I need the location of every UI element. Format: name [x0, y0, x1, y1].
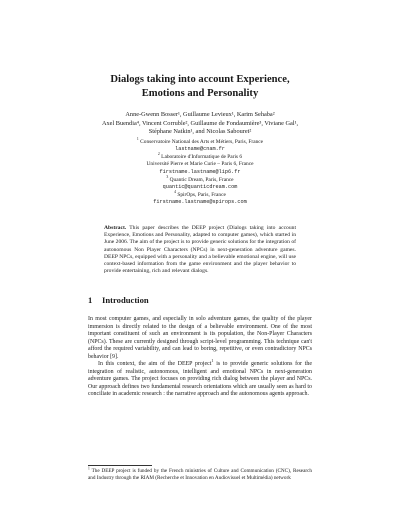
title-line-2: Emotions and Personality [141, 87, 259, 99]
affiliation-marker: 4 [174, 190, 176, 195]
paper-title [60, 73, 340, 100]
affiliation-email: firstname.lastname@lip6.fr [159, 168, 241, 175]
footnote-ref: 1 [211, 358, 214, 364]
paragraph-2-rest: is to provide generic solutions for the integration of realistic, autonomous, intelligent and emotional NPCs in next-generation adventure games. The project focuses on providing rich dialog between the player and NPCs. Our approach defines two fundamental research orientations which are usually seen as hard to conciliate in academic research : the narrative approach and the autonomous agents approach. [88, 361, 312, 397]
affiliations [60, 139, 340, 208]
affiliation-line: Quantic Dream, Paris, France [169, 176, 234, 183]
affiliation-2 [60, 154, 340, 175]
title-line-1: Dialogs taking into account Experience, [110, 74, 290, 85]
paragraph-1: In most computer games, and especially in solo adventure games, the quality of the player immersion is directly related to the design of a believable environment. One of the most important constituent of such an environment is its population, the Non-Player Characters (NPCs). These are currently designed through script-level programming. This technique can't afford the required variability, and can lead to boring, repetitive, or even contradictory NPCs behavior [9]. [88, 316, 312, 360]
affiliation-line: SpirOps, Paris, France [177, 192, 226, 199]
affiliation-4 [60, 192, 340, 206]
affiliation-email: quantic@quanticdream.com [162, 183, 238, 190]
abstract-text: This paper describes the DEEP project (Dialogs taking into account Experience, Emotions and Personality, adapted to computer games), which started in June 2006. The aim of the project is to provide generic solutions for the integration of autonomous Non Player Characters (NPCs) in next-generation adventure games. DEEP NPCs, equipped with a personality and a believable emotional engine, will use context-based information from the game environment and the player behavior to provide entertaining, rich and relevant dialogs. [104, 225, 296, 275]
section-number: 1 [88, 295, 93, 305]
paragraph-2 [88, 358, 312, 399]
authors-line-3: Stéphane Natkin¹, and Nicolas Sabouret² [148, 128, 252, 136]
affiliation-3 [60, 177, 340, 191]
affiliation-line: Université Pierre et Marie Curie – Paris 6, France [146, 161, 254, 168]
body-text [88, 316, 312, 399]
affiliation-marker: 2 [157, 152, 160, 157]
section-title: Introduction [102, 295, 149, 305]
affiliation-email: lastname@cnam.fr [175, 146, 225, 153]
affiliation-line: Laboratoire d'Informatique de Paris 6 [161, 154, 243, 161]
footnote-marker: 1 [88, 466, 90, 471]
section-heading [88, 295, 149, 306]
affiliation-marker: 3 [166, 175, 169, 180]
affiliation-line: Conservatoire National des Arts et Métiers, Paris, France [140, 139, 264, 145]
affiliation-1 [60, 139, 340, 153]
authors-line-2: Axel Buendia⁴, Vincent Corruble², Guillaume de Fondaumière³, Viviane Gal¹, [101, 119, 299, 127]
abstract [104, 225, 296, 275]
footnote-divider [88, 465, 152, 466]
affiliation-marker: 1 [136, 137, 139, 142]
author-list [40, 111, 360, 137]
paragraph-2-start: In this context, the aim of the DEEP project [98, 361, 212, 367]
footnote-text: The DEEP project is funded by the French ministries of Culture and Communication (CNC), Research and Industry through the RIAM (Recherche et Innovation en Audiovisuel et Multimédia) network [88, 468, 312, 481]
footnote [88, 468, 312, 481]
authors-line-1: Anne-Gwenn Bosser¹, Guillaume Levieux¹, Karim Sehaba² [125, 111, 275, 118]
affiliation-email: firstname.lastname@spirops.com [153, 199, 247, 206]
abstract-label: Abstract. [104, 225, 127, 231]
